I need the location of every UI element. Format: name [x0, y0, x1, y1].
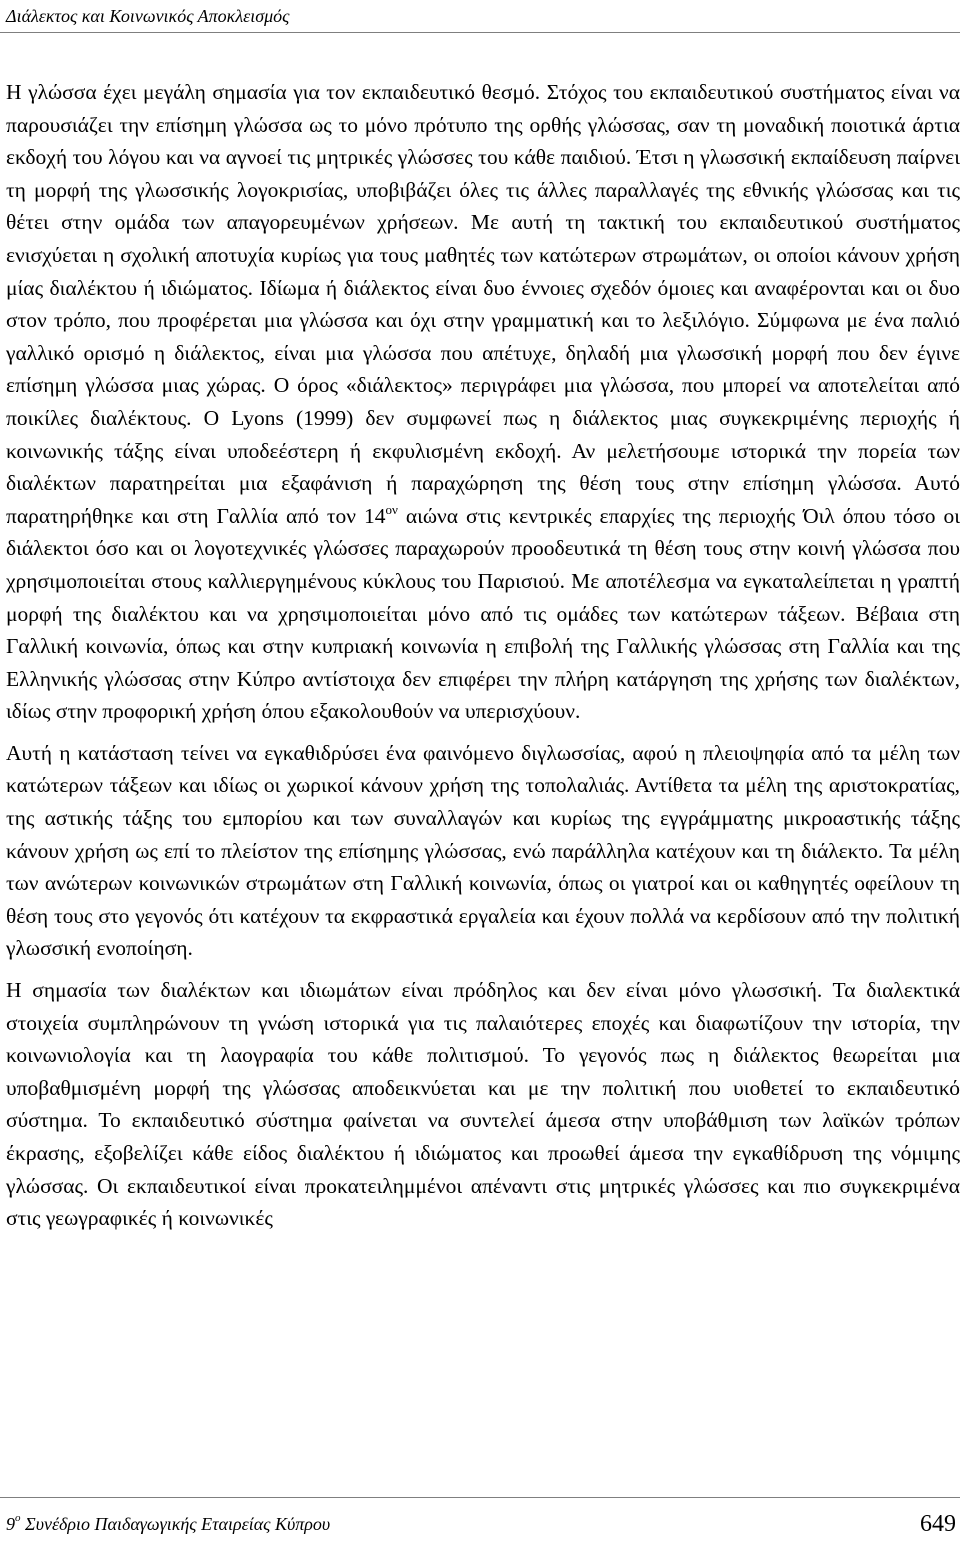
- paragraph-1: [6, 76, 960, 728]
- paragraph-1-text-part-1: Η γλώσσα έχει μεγάλη σημασία για τον εκπαιδευτικό θεσμό. Στόχος του εκπαιδευτικού συστήματος είναι να παρουσιάζει την επίσημη γλώσσα ως το μόνο πρότυπο της ορθής γλώσσας, σαν τη μοναδική ποιοτικά άρτια εκδοχή του λόγου και να αγνοεί τις μητρικές γλώσσες του κάθε παιδιού. Έτσι η γλωσσική εκπαίδευση παίρνει τη μορφή της γλωσσικής λογοκρισίας, υποβιβάζει όλες τις άλλες παραλλαγές της εθνικής γλώσσας και τις θέτει στην ομάδα των απαγορευμένων χρήσεων. Με αυτή τη τακτική του εκπαιδευτικού συστήματος ενισχύεται η σχολική αποτυχία κυρίως για τους μαθητές των κατώτερων στρωμάτων, οι οποίοι κάνουν χρήση μίας διαλέκτου ή ιδιώματος. Ιδίωμα ή διάλεκτος είναι δυο έννοιες σχεδόν όμοιες και αναφέρονται και οι δυο στον τρόπο, που προφέρεται μια γλώσσα και όχι στην γραμματική και το λεξιλόγιο. Σύμφωνα με ένα παλιό γαλλικό ορισμό η διάλεκτος, είναι μια γλώσσα που απέτυχε, δηλαδή μια γλωσσική μορφή που δεν έγινε επίσημη γλώσσα μιας χώρας. Ο όρος «διάλεκτος» περιγράφει μια γλώσσα, που μπορεί να αποτελείται από ποικίλες διαλέκτους. Ο Lyons (1999) δεν συμφωνεί πως η διάλεκτος μιας συγκεκριμένης περιοχής ή κοινωνικής τάξης είναι υποδεέστερη ή εκφυλισμένη εκδοχή. Αν μελετήσουμε ιστορικά την πορεία των διαλέκτων παρατηρείται μια εξαφάνιση ή παραχώρηση της θέση τους στην επίσημη γλώσσα. Αυτό παρατηρήθηκε και στη Γαλλία από τον 14: [6, 80, 960, 528]
- running-header-title: Διάλεκτος και Κοινωνικός Αποκλεισμός: [6, 6, 290, 26]
- paragraph-3: Η σημασία των διαλέκτων και ιδιωμάτων είναι πρόδηλος και δεν είναι μόνο γλωσσική. Τα διαλεκτικά στοιχεία συμπληρώνουν τη γνώση ιστορικά για τις παλαιότερες εποχές και διαφωτίζουν την ιστορία, την κοινωνιολογία και τη λαογραφία του κάθε πολιτισμού. Το γεγονός πως η διάλεκτος θεωρείται μια υποβαθμισμένη μορφή της γλώσσας αποδεικνύεται και με την πολιτική που υιοθετεί το εκπαιδευτικό σύστημα. Το εκπαιδευτικό σύστημα φαίνεται να συντελεί άμεσα στην υποβάθμιση των λαϊκών τρόπων έκρασης, εξοβελίζει κάθε είδος διαλέκτου ή ιδιώματος και προωθεί άμεσα την εγκαθίδρυση της νόμιμης γλώσσας. Οι εκπαιδευτικοί είναι προκατειλημμένοι απέναντι στις μητρικές γλώσσες και πιο συγκεκριμένα στις γεωγραφικές ή κοινωνικές: [6, 978, 960, 1231]
- conference-number: 9: [6, 1514, 15, 1534]
- running-header: [6, 4, 289, 28]
- header-divider: [0, 32, 960, 33]
- conference-name: Συνέδριο Παιδαγωγικής Εταιρείας Κύπρου: [20, 1514, 331, 1534]
- running-footer: [6, 1512, 330, 1536]
- ordinal-superscript: ον: [385, 501, 398, 517]
- page-number: 649: [920, 1511, 956, 1537]
- paragraph-1-text-part-2: αιώνα στις κεντρικές επαρχίες της περιοχής Όιλ όπου τόσο οι διάλεκτοι όσο και οι λογοτεχνικές γλώσσες παραχωρούν προοδευτικά τη θέση τους στην κοινή γλώσσα που χρησιμοποιείται στους καλλιεργημένους κύκλους του Παρισιού. Με αποτέλεσμα να εγκαταλείπεται η γραπτή μορφή της διαλέκτου και να χρησιμοποιείται μόνο από τις ομάδες των κατώτερων τάξεων. Βέβαια στη Γαλλική κοινωνία, όπως και στην κυπριακή κοινωνία η επιβολή της Γαλλικής γλώσσας στη Γαλλία και της Ελληνικής γλώσσας στην Κύπρο αντίστοιχα δεν επιφέρει την πλήρη κατάργηση της χρήσης των διαλέκτων, ιδίως στην προφορική χρήση όπου εξακολουθούν να υπερισχύουν.: [6, 503, 960, 724]
- conference-ordinal-superscript: ο: [15, 1512, 21, 1524]
- body-text: [6, 76, 960, 1244]
- paragraph-2: Αυτή η κατάσταση τείνει να εγκαθιδρύσει ένα φαινόμενο διγλωσσίας, αφού η πλειοψηφία από τα μέλη των κατώτερων τάξεων και ιδίως οι χωρικοί κάνουν χρήση της τοπολαλιάς. Αντίθετα τα μέλη της αριστοκρατίας, της αστικής τάξης του εμπορίου και των συναλλαγών και κυρίως της εγγράμματης μικροαστικής τάξης κάνουν χρήση ως επί το πλείστον της επίσημης γλώσσας, ενώ παράλληλα κατέχουν και τη διάλεκτο. Τα μέλη των ανώτερων κοινωνικών στρωμάτων στη Γαλλική κοινωνία, όπως οι γιατροί και οι καθηγητές οφείλουν τη θέση τους στο γεγονός ότι κατέχουν τα εκφραστικά εργαλεία και έχουν πολλά να κερδίσουν από την πολιτική γλωσσική ενοποίηση.: [6, 740, 960, 961]
- footer-divider: [0, 1497, 960, 1498]
